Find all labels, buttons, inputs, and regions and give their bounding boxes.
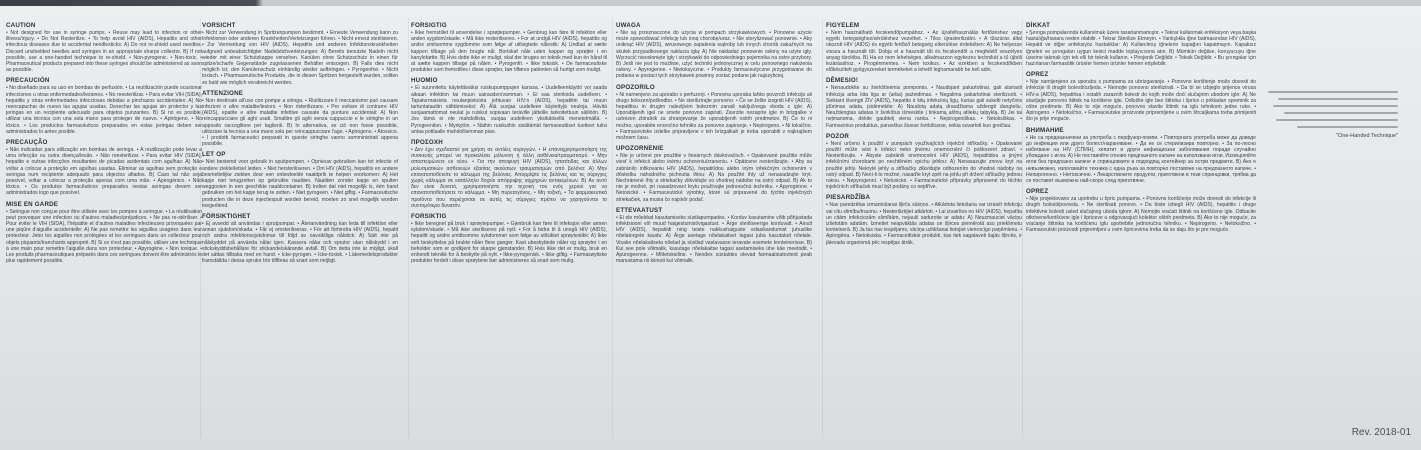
warning-heading: DĒMESIO! <box>826 77 859 85</box>
warning-text: • Nije projektovano za upotrebu u špric pumpama. • Ponovno korišćenje može dovesti do infekcije ili drugih bolesti/povreda. • Ne sterilisati ponovo. • Da biste izbegli HIV (AIDS), hepatitis i druge infektivne bolesti usled slučajnog uboda iglom: A) Nemojte vraćati štitnik na korišćene igle. Odbacite otkrivene/korišćene igle i špriceve u odgovarajući kolektor oštrih predmeta. B) Ako to nije moguće, za vraćanje štitnika na korišćenu iglu upotrebite jednoručnu tehniku. • Nepirogeno. • Netoksično. • Farmaceutski proizvodi pripremljeni u ovim špricevima treba da se daju što je pre moguće. <box>1026 196 1256 234</box>
warning-heading: OPREZ <box>1026 71 1049 79</box>
warning-text: • Seringue non conçue pour être utilisée avec les pompes à seringue. • La réutilisation peut provoquer une infection ou d'autres maladies/préjudices. • Ne pas re-stériliser. • Pour éviter le VIH (SIDA), l'hépatite et d'autres maladies infectieuses provoquées par une piqûre d'aiguille accidentelle: A) Ne pas remettre les aiguilles usagées dans leur protecteur. Jeter les aiguilles non protégées et les seringues dans un collecteur pour objets piquants/tranchants approprié. B) Si ce n'est pas possible, utiliser une technique à une main pour remettre l'aiguille dans son protecteur. • Apyrogène. • Non toxique. • Les produits pharmaceutiques préparés dans ces seringues doivent être administrés le plus rapidement possible. <box>6 208 202 265</box>
warning-heading: ATTENZIONE <box>202 89 244 97</box>
warning-heading: PIESARDŽĪBA <box>826 194 871 202</box>
warning-text: • Nav paredzētas izmantošanai šļirču sūkņos. • Atkārtota lietošana var izraisīt infekciju vai citu slimību/traumu. • Nesterilizējiet atkārtoti. • Lai izvairītos no HIV (AIDS), hepatīta un citām infekciozām slimībām, nejauši sadurotie ar adatu: A) Neuzmauciet vāciņu izlietotām adatām. Izmetiet neapvāktās adatas un šļirces piemērotā asu priekšmetu konteinerā. B) Ja tas nav iespējams, vāciņa uzlikšanai lietojiet vienrocīgo paņēmienu. • Apirogēna. • Netoksiska. • Farmaceitiskie produkti, kas tiek sagatavoti šajās šļircēs, ir jāievada organismā pēc iespējas ātrāk. <box>826 202 1022 246</box>
warning-text: • Nicht zur Verwendung in Spritzenpumpen bestimmt. • Erneute Verwendung kann zu Infektionen oder anderen Krankheiten/Verletzungen führen. • Nicht erneut sterilisieren. • Zur Vermeidung von HIV (AIDS), Hepatitis und anderen Infektionskrankheiten aufgrund unbeabsichtigter Nadelstichverletzungen: A) Bereits benutzte Nadeln nicht wieder mit einer Schutzkappe versehen. Kanülen ohne Schutzschutz in einen für spitze/scharfe Gegenstände zugelassenen Behälter entsorgen. B) Falls dies nicht möglich ist, den Kanülenschutz einhändig wieder aufbringen. • Pyrogenfrei. • Nicht toxisch. • Pharmazeutische Produkte, die in diesen Spritzen hergestellt wurden, sollten so bald wie möglich verabreicht werden. <box>202 30 398 86</box>
warning-heading: POZOR <box>826 132 850 140</box>
warning-text: • Şırınga pompalarında kullanılmak üzere tasarlanmamıştır. • Tekrar kullanmak enfeksiyon veya başka hastalığa/hasara neden olabilir. • Tekrar Sterilize Etmeyin. • Yanlışlıkla iğne batmasından HIV (AIDS), Hepatit ve diğer enfeksiyöz hastalıklar: A) Kullanılmış iğnelerin kapağını kapatmayın. Kapaksız iğneleri ve şırıngaları uygun kesici madde toplayıcısına atın. B) Mümkün değilse, koruyucuyu iğne üzerine takmak için tek elli bir teknik kullanın. • Pirojenik Değildir. • Toksik Değildir. • Bu şırıngalar için hazırlanan farmasötik ürünler hemen ürünler hemen erişilebilir. <box>1026 30 1256 68</box>
warning-heading: FÖRSIKTIGHET <box>202 213 251 221</box>
warning-heading: CAUTION <box>6 22 36 29</box>
warning-text: • Не са предназначени за употреба с перфузор-помпи. • Повторната употреба може да доведе до инфекция или друго болест/нараняване. • Да не се стерилизира повторно. • За по-лесно избягване на HIV (СПИН), хепатит и други инфекциозни заболявания поради случайно убождане с игла: A) Не поставяйте отново предпазното капаче на използвани игли. Изхвърляйте игли без предпазно капаче и спринцовките в подходящ контейнер за остри предмети. B) Ако е невъзможно, използвайте техника с една ръка за повторно поставяне на предпазното капаче. • Непирогенно. • Нетоксично. • Лекарствените продукти, приготвени в тези спринцовки, трябва да се поставят възможно най-скоро след приготвяне. <box>1026 134 1256 185</box>
warning-text: • Ei suunniteltu käytettäväksi ruiskupumppujen kanssa. • Uudelleenkäyttö voi saada aikaan infektion tai muun sairauden/vamman. • Ei saa steriloida uudelleen. • Tapaturmaisista neulanpistoista johtuvan HIV:n (AIDS), hepatiitin tai muun tartuntatautiin välttämiseksi: A) Älä suojaa uudelleen käytettyjä neuloja. Hävitä suojaamattomat neulat ja ruiskut sopivaan teräville jätteille tarkoitettuun säiliöön. B) Jos tämä ei ole mahdollista, suojaa uudelleen yksikätisellä menetelmällä. • Pyrogeeniton. • Myrkytön. • Näihin ruiskuihin sisältämät farmaseuttiset tuotteet tulisi antaa potilaalle mahdollisimman pian. <box>411 85 607 135</box>
warning-text: • No diseñado para su uso en bombas de perfusión. • La reutilización puede ocasionar infecciones u otras enfermedades/lesiones. • No reesterilizar. • Para evitar VIH (SIDA), hepatitis y otras enfermedades infecciosas debidas a pinchazos accidentales: A) No reencapuchar de nuevo las agujas usadas. Desechar las agujas sin protector y las jeringas en un recipiente adecuado para objetos punzantes. B) Si no es posible, utilizar una técnica con una sola mano para proteger de nuevo. • Apirógeno. • No tóxico. • Los productos farmacéuticos preparados en estas jeringas deben ser administrados lo antes posible. <box>6 85 202 135</box>
warning-text: • Δεν έχει σχεδιαστεί για χρήση σε αντλίες συριγγών. • Η επαναχρησιμοποίηση της συσκευής μπορεί να προκαλέσει μόλυνση ή άλλη ασθένεια/τραυματισμό. • Μην αποστειρώνετε εκ νέου. • Για την αποφυγή HIV (AIDS), ηπατίτιδας και άλλων μολυσματικών ασθενειών εξαιτίας ακούσιων τραυματισμών από βελόνα: A) Μην επανατοποθετείτε το κάλυμμα της βελόνας. Απορρίψτε τις βελόνες και τις σύριγγες χωρίς κάλυμμα σε κατάλληλο δοχείο απόρριψης αιχμηρών αντικειμένων. B) Αν αυτό δεν είναι δυνατό, χρησιμοποιήστε την τεχνική του ενός χεριού για να επανατοποθετήσετε το κάλυμμα. • Μη πυρετογόνος. • Μη τοξική. • Τα φαρμακευτικά προϊόντα που περιέχονται σε αυτές τις σύριγγες πρέπει να χορηγούνται το συντομότερο δυνατόν. <box>411 147 607 209</box>
warning-text: • Niet bestemd voor gebruik in spuitpompen. • Opnieuw gebruiken kan tot infectie of andere ziekte/letsel leiden. • Niet hersteriliseren. • Om HIV (AIDS), hepatitis en andere besmettelijke ziekten door een onbedoelde naaldprik te helpen voorkomen: A) Het kapje niet terugzetten op gebruikte naalden. Naalden zonder kapje en spuiten weggooien in een geschikte naaldcontainer. B) Indien dat niet mogelijk is, één hand gebruiken om het kapje terug te zetten. • Niet pyrogeen. • Niet giftig. • Farmaceutische producten die in deze injectiespuit worden bereid, moeten zo snel mogelijk worden toegediend. <box>202 159 398 209</box>
panel-fold-line <box>200 18 201 438</box>
warning-heading: FIGYELEM <box>826 22 860 29</box>
warning-heading: ВНИМАНИЕ <box>1026 126 1064 134</box>
warning-text: • Není určeno k použití v pumpách využívajících injekční stříkačky. • Opakované použití může vést k infekci nebo jinému onemocnění či poškození zdraví. • Nesterilizujte. • Abyste zabránili onemocnění HIV (AIDS), hepatitidou a jinými infekčními chorobami po nechtěném vpichu jehlou: A) Nenasazujte znovu kryt na použité jehly. Nekryté jehly a stříkačky zlikvidujte odhozením do vhodné nádoby na ostrý odpad. B) Není-li to možné, nasaďte kryt zpět na jehlu při držení stříkačky jednou rukou. • Nepyrogenní. • Netoxické. • Farmaceutické přípravky připravené do těchto injekčních stříkaček musí být podány co nejdříve. <box>826 140 1022 191</box>
text-column-6 <box>1026 18 1256 438</box>
arabic-caption: "One-Handed Technique" <box>1336 133 1398 139</box>
warning-text: • Ej avsedd att användas i sprutpumpar. • Återanvändning kan leda till infektion eller annan sjukdom/skada. • Får ej omsteriliseras. • För att förhindra HIV (AIDS), hepatit och andra infektionssjukdomar till följd av oavsiktliga nålstick: A) Sätt inte på nålskyddet på använda nålar igen. Kassera nålar och sprutor utan nålskydd i en stickskyddsbehållare för stickande/skärande avfall. B) Om detta inte är möjligt, skall det sättas tillbaka med en hand. • Icke-pyrogen. • Icke-toxisk. • Läkemedelsprodukter framställda i dessa sprutor bör tillföras så snart som möjligt. <box>202 221 398 265</box>
warning-text: • Ikke fremstillet til anvendelse i sprøjtepumper. • Genbrug kan føre til infektion eller anden sygdom/skade. • Må ikke resteriliseres. • For at undgå HIV (AIDS), hepatitis og andre smitsomme sygdomme som følge af utilsigtede nålestik: A) Undlad at sætte kappen tilbage på den brugte nål. Bortskaf nåle uden kapper og sprøjter i en kanylebøtte. B) Hvis dette ikke er muligt, skal der bruges en teknik med kun én hånd til at sætte kappen tilbage på nålen. • Pyrogenfri. • Ikke toksisk. • De farmaceutiske produkter som fremstilles i disse sprøjter, bør tilføres patienten så hurtigt som muligt. <box>411 30 607 74</box>
warning-columns <box>6 18 1416 438</box>
warning-heading: PRECAUCIÓN <box>6 77 50 85</box>
text-column-5 <box>826 18 1022 438</box>
arabic-text-block <box>1268 86 1398 166</box>
warning-text: • Nem használható fecskendőpumpához. • Az újrafelhasználás fertőzéshez vagy egyéb betegséghez/sérüléshez vezethet. • Tilos újrasterilizálni. • A tűszúrás által okozott HIV (AIDS) és egyéb fertőző betegség elkerülése érdekében: A) Ne helyezze vissza a használt tűt. Dobja el a használt tűt és fecskendőt a megfelelő veszélyes anyag tárolóba. B) Ha ez nem lehetséges, alkalmazzon egykezes technikát a tű újbóli lezárásához. • Pirogénmentes. • Nem toxikus. • Az ezekben a fecskendőkben előkészített gyógyszereket termékeket a lehető leghamarabb be kell adni. <box>826 30 1022 74</box>
panel-fold-line <box>1022 18 1023 438</box>
warning-heading: MISE EN GARDE <box>6 200 59 208</box>
warning-heading: ETTEVAATUST <box>616 206 663 214</box>
warning-heading: VORSICHT <box>202 22 236 29</box>
panel-fold-line <box>822 18 823 438</box>
panel-fold-line <box>612 18 613 438</box>
warning-text: • Nenaudokite su švirkštinėmis pompomis. • Naudojant pakartotinai, gali atsirasti infekcija arba kita liga ar (arba) pažeidimas. • Negalima pakartotinai sterilizuoti. • Siekiant išvengti ŽIV (AIDS), hepatito ir kitų infekcinių ligų, kurias gali sukelti netyčinis įdūrimas adata, įsidėmėkite: A) Naudotą adatą draudžiama uždengti dangteliu. Neuždengtas adatas ir švirkštus išmeskite į tinkamą aštrių atliekų talpyklą. B) Jei tai neįmanoma, dėkite gaubtelį viena ranka. • Nepirogeniškas. • Netoksiškas. • Farmacinius produktus, paruoštus šiuose švirkštuose, reikia suvartoti kuo greičiau. <box>826 85 1022 129</box>
text-column-4 <box>616 18 812 438</box>
warning-heading: HUOMIO <box>411 77 438 85</box>
warning-text: • Non destinate all'uso con pompe a siringa. • Riutilizzare il meccanismo può causare infezioni o altre malattie/lesioni. • Non risterilizzare. • Per evitare di contrarre HIV (AIDS), epatite e altre malattie infettive causate da punture accidentali: A) Non reincappucciare gli aghi usati. Smaltire gli aghi senza cappuccio e le siringhe in un apposito raccoglitore per taglienti. B) In alternativa, se ciò non fosse possibile, utilizzare la tecnica a una mano sola per reincappucciare l'ago. • Apirogeno. • Atossico. • I prodotti farmaceutici preparati in queste siringhe vanno somministrati appena possibile. <box>202 97 398 148</box>
revision-label: Rev. 2018-01 <box>1351 427 1411 438</box>
warning-text: • Ni namenjeno za uporabo s perfuzorji. • Ponovna uporaba lahko povzroči infekcijo ali drugo bolezen/poškodbo. • Ne sterilizirajte ponovno. • Če se želite izogniti HIV (AIDS), hepatitisu in drugim nalezljivim boleznim zaradi naključnega vboda z igle: A) Uporabljenih igel ne smete ponovno zapirati. Zavrzite nezaprte igle in brizgalke v ustrezen zbiralnik za shranjevanje že uporabljenih ostrih predmetov. B) Če to ni možno, uporabite enoročno tehniko za ponovno zapiranje. • Nepirogeno. • Ni toksično. • Farmacevtske izdelke pripravljene v teh brizgalkah je treba uporabiti v najkrajšem možnem času. <box>616 91 812 142</box>
warning-text: • Not designed for use in syringe pumps. • Reuse may lead to infection or other illness/injury. • Do Not Resterilize. • To help avoid HIV (AIDS), Hepatitis and other infectious diseases due to accidental needlesticks: A) Do not re-shield used needles. Discard unshielded needles and syringes in an appropriate sharps collector. B) If not possible, use a one-handed technique to re-shield. • Non-pyrogenic. • Non-toxic. • Pharmaceutical products prepared into these syringes should be administered as soon as possible. <box>6 30 202 74</box>
text-column-1 <box>6 18 202 438</box>
warning-heading: DİKKAT <box>1026 22 1051 29</box>
warning-heading: OPREZ <box>1026 188 1049 196</box>
warning-heading: UWAGA <box>616 22 641 29</box>
warning-text: • Não indicadas para utilização em bombas de seringa. • A reutilização pode levar a uma infecção ou outra doença/lesão. • Não reesterilizar. • Para evitar HIV (SIDA), hepatite e outras infecções resultantes de picadas acidentais com agulhas: A) Não voltar a colocar a proteção em agulhas usadas. Eliminar as agulhas sem proteção e seringas num recipiente adequado para objectos afiados. B) Caso tal não seja possível, voltar a colocar a proteção apenas com uma mão. • Apirogénico. • Não tóxico. • Os produtos farmacêuticos preparados nestas seringas devem ser administrados logo que possível. <box>6 147 202 197</box>
text-column-3 <box>411 18 607 438</box>
warning-heading: PRECAUÇÃO <box>6 139 48 147</box>
text-column-2 <box>202 18 398 438</box>
panel-fold-line <box>408 18 409 438</box>
warning-text: • Ikke beregnet på bruk i sprøytepumper. • Gjenbruk kan føre til infeksjon eller annen sykdom/skade. • Må ikke steriliseres på nytt. • For å bidra til å unngå HIV (AIDS), hepatitt og andre smittsomme sykdommer som følge av utilsiktet sprøytestikk: A) Ikke sett beskyttelse på brukte nåler flere ganger. Kast ubeskyttede nåler og sprøyter i en beholder som er godkjent for skarpe gjenstander. B) Hvis ikke det er mulig, bruk en enhendt teknikk for å beskytte på nytt. • Ikke-pyrogenisk. • Ikke giftig. • Farmasøytiske produkter fordelt i disse sprøytene bør administreres så snart som mulig. <box>411 221 607 265</box>
warning-text: • Nie je určené pre použitie v lineárnych dávkovačoch. • Opakované použitie môže viesť k infekcii alebo inému ochoreniu/zraneniu. • Opätovne nesterilizujte. • Aby sa zabránilo infikovaniu HIV (AIDS), hepatitídou alebo iným infekčným ochorením v dôsledku náhodného pichnutia ihlou: A) Na použité ihly už nenasadzujte kryt. Nechránené ihly a striekačky zlikvidujte vo vhodnej nádobe na ostrý odpad. B) Ak to nie je možné, pri nasadzovaní krytu používajte jednoručnú techniku. • Apyrogénne. • Netoxické. • Farmaceutické výrobky, ktoré sú pripravené do týchto injekčných striekačiek, sa musia čo najskôr podať. <box>616 153 812 203</box>
warning-text: • Nie są przeznaczone do użycia w pompach strzykawkowych. • Ponowne użycie może spowodować infekcję lub inną chorobę/uraz. • Nie sterylizować ponownie. • Aby uniknąć HIV (AIDS), wirusowego zapalenia wątroby lub innych chorób zakaźnych na skutek przypadkowego nakłucia igłą: A) Nie nakładać ponownie osłony na użyte igły. Wyrzucić nieosłonięte igły i strzykawki do odpowiedniego pojemnika na ostre przybory. B) Jeśli nie jest to możliwe, użyć techniki jednoręcznej w celu ponownego nałożenia osłony. • Apyrogenne. • Nietoksyczne. • Produkty farmaceutyczne przygotowane do podania w postaci tych strzykawek powinny zostać podane jak najszybciej. <box>616 30 812 80</box>
warning-text: • Nije namijenjeno za uporabu s pumpama za ubrizgavanje. • Ponovno korištenje može dovesti do infekcije ili drugih bolesti/ozljeda. • Nemojte ponovno sterilizirati. • Da bi se izbjeglo prijenos virusa HIV-a (AIDS), hepatitisa i ostalih zaraznih bolesti do kojih može doći slučajnim ubodom igle: A) Ne stavljajte ponovno štitnik na korištene igle. Odložite igle bez štitnika i šprice u prikladan spremnik za oštre predmete. B) Ako to nije moguće, ponovno stavite štitnik na iglu tehnikom jedne ruke. • Apirogeno. • Netoksično. • Farmaceutske proizvode pripremljene u ovim štrcaljkama treba primijeniti što je prije moguće. <box>1026 79 1256 123</box>
warning-text: • Ei ole mõeldud kasutamiseks süstlapumpades. • Korduv kasutamine võib põhjustada infektsiooni või muud haigestumist/vigastust. • Ärge steriliseerige korduvalt. • Ainult HIV (AIDS), hepatiidi ning teiste nakkushaiguste edasikandumist juhuslike nõelatorgete kaudu: A) Ärge asetage nõelakaitset tagasi juba kasutatud nõelale. Visake nõelakaitseta nõelad ja süstlad vastavasse teravate esemete konteinerisse. B) Kui see pole võimalik, kasutage nõelakaitse tagasi asetamiseks ühe käe meetodit. • Apürogeenne. • Mittetoksiline. • Nendes süstaldes olevad farmaatsiatooteid peab manustama nii kiiresti kui võimalik. <box>616 214 812 265</box>
warning-heading: OPOZORILO <box>616 83 655 91</box>
warning-heading: UPOZORNENIE <box>616 145 664 153</box>
warning-heading: ΠΡΟΣΟΧΗ <box>411 139 443 147</box>
warning-heading: FORSIGTIG <box>411 22 447 29</box>
warning-heading: LET OP <box>202 151 226 159</box>
warning-heading: FORSIKTIG <box>411 213 447 221</box>
top-edge-band <box>0 0 1421 6</box>
